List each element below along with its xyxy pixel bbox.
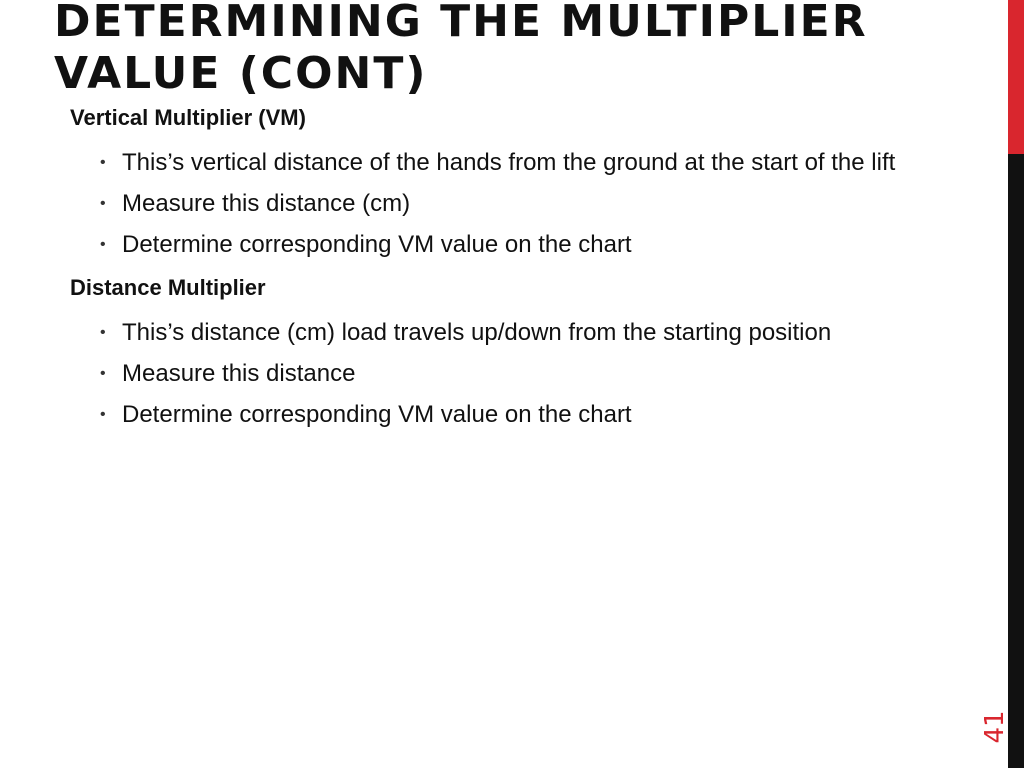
bullet-item: • This’s vertical distance of the hands from the ground at the start of the lift [122,146,980,180]
bullet-list [70,316,980,432]
section-distance-multiplier [70,274,980,432]
slide-content [70,104,980,439]
bullet-item: • Measure this distance [122,357,980,391]
section-vertical-multiplier [70,104,980,262]
section-heading: Vertical Multiplier (VM) [70,105,306,130]
bullet-item: • Measure this distance (cm) [122,187,980,221]
slide-title: DETERMINING THE MULTIPLIER VALUE (CONT) [54,0,868,99]
page-number: 41 [980,710,1010,744]
bullet-item: • Determine corresponding VM value on the chart [122,398,980,432]
bullet-item: • Determine corresponding VM value on the chart [122,228,980,262]
bullet-list [70,146,980,262]
right-edge-accent [1008,0,1024,154]
section-heading: Distance Multiplier [70,275,266,300]
bullet-item: • This’s distance (cm) load travels up/down from the starting position [122,316,980,350]
